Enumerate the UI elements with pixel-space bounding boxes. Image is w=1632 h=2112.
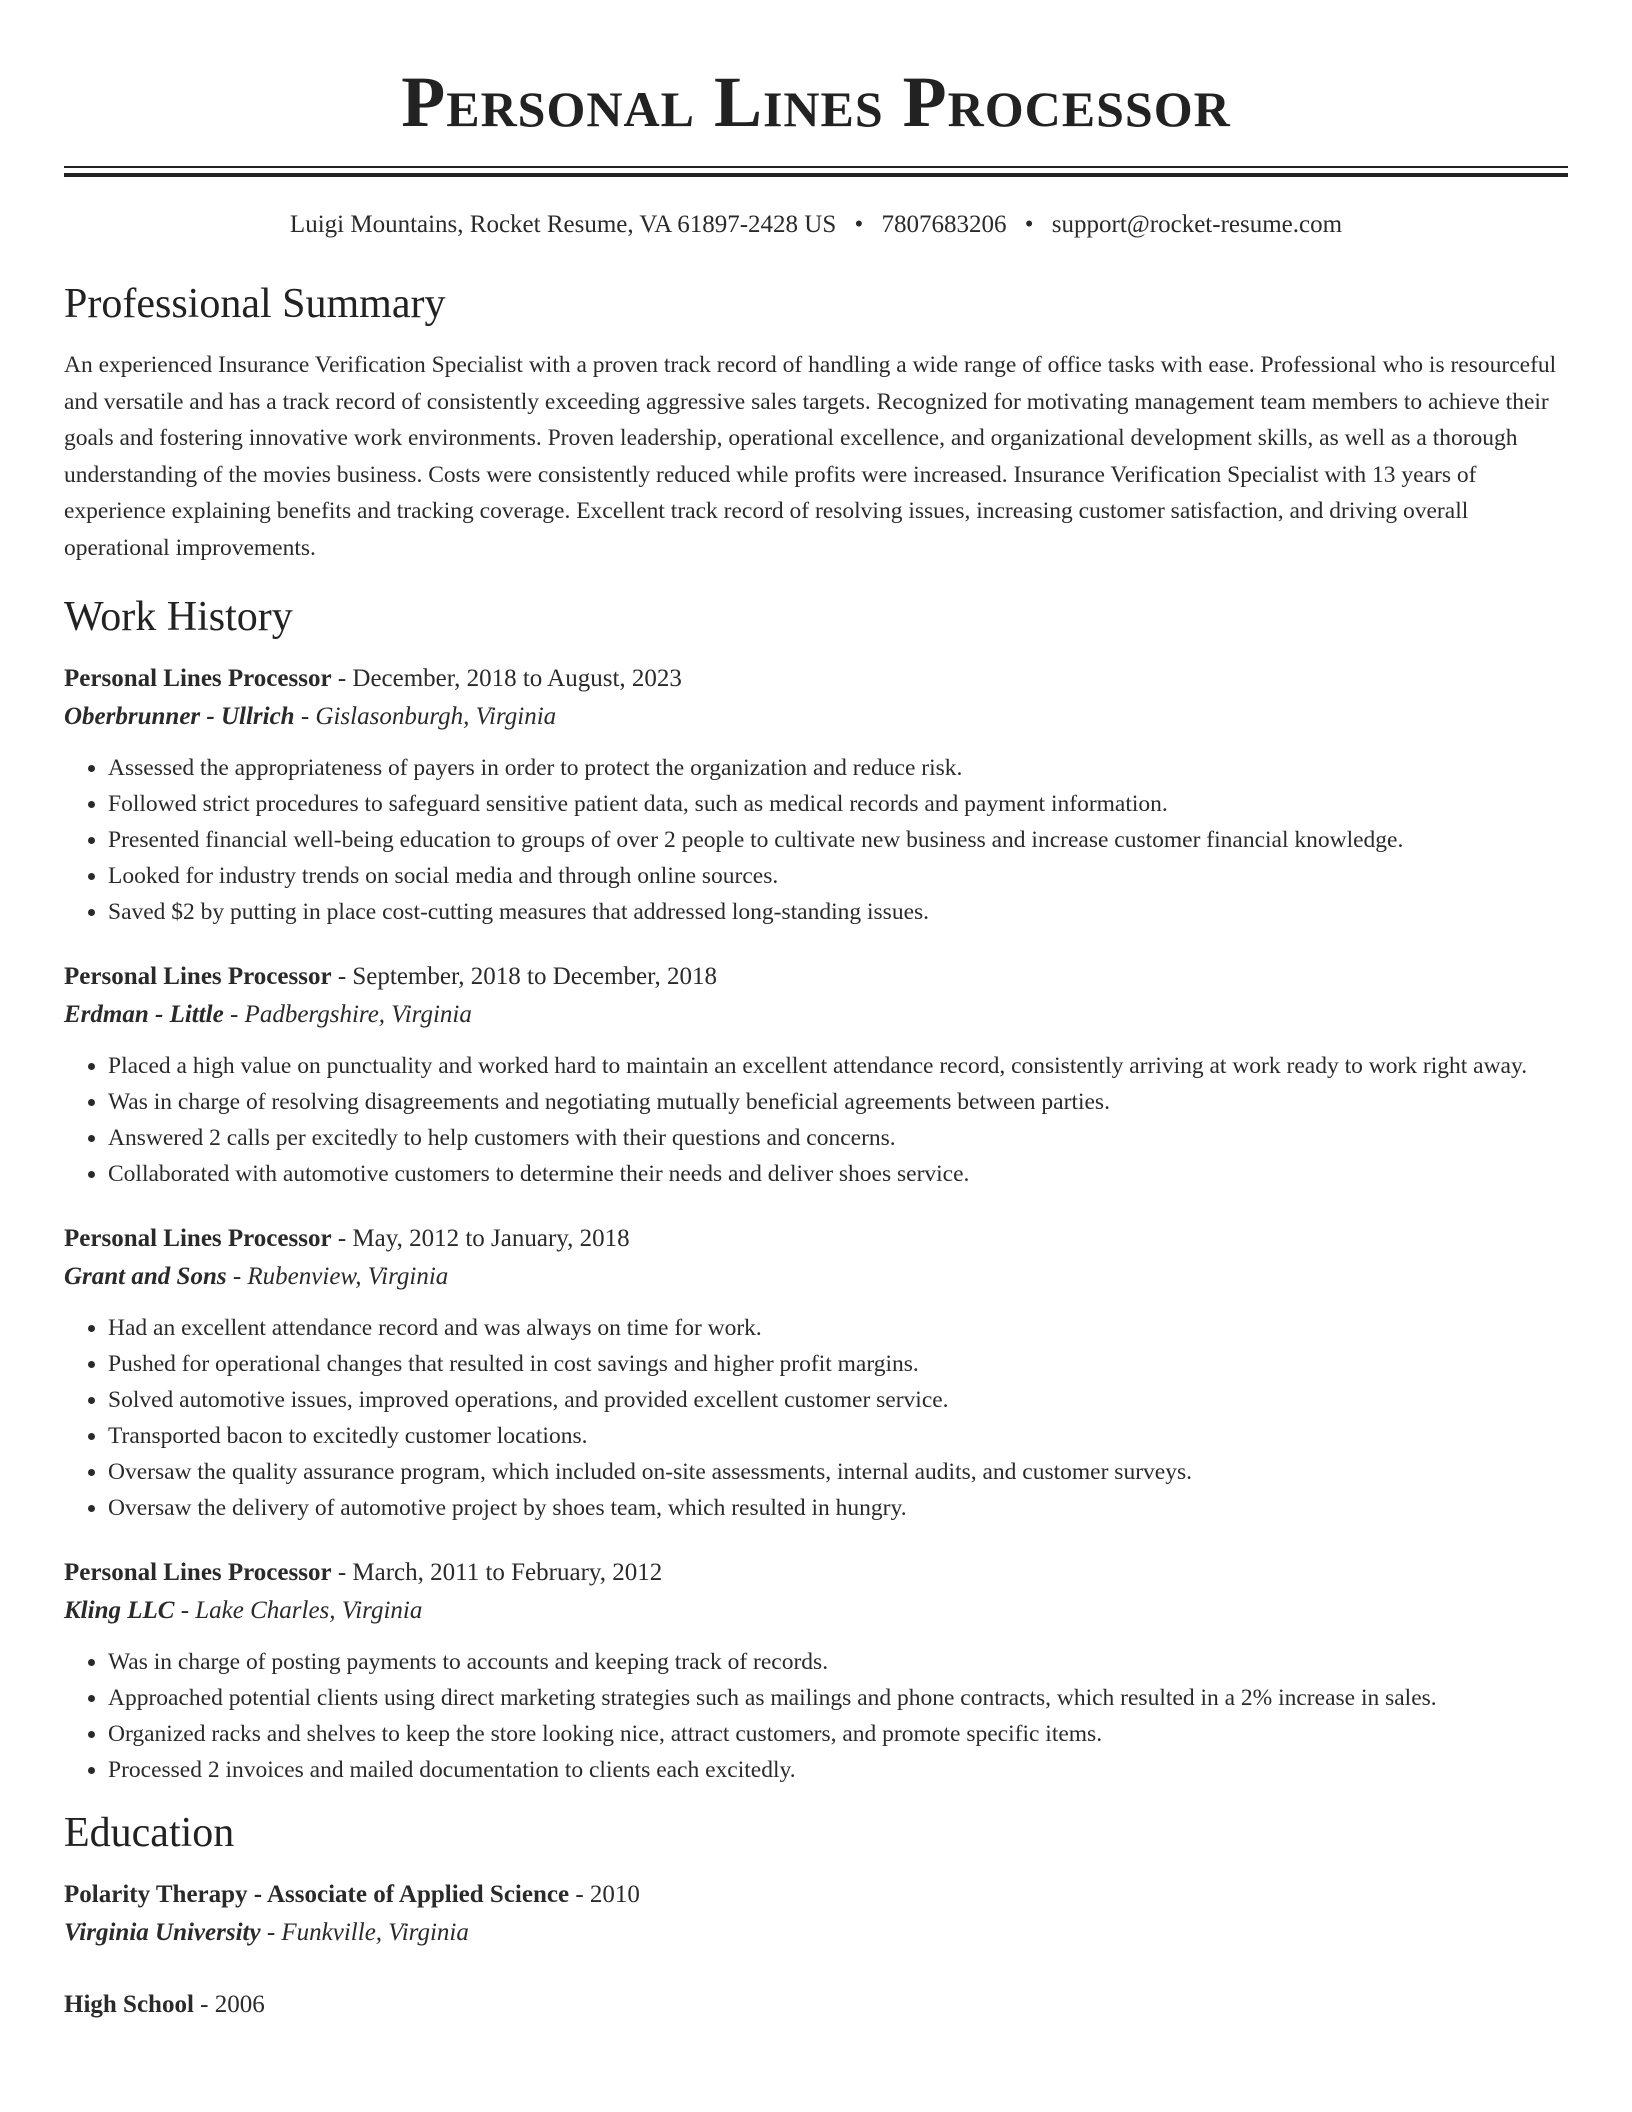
- job-bullet: • Approached potential clients using direct marketing strategies such as mailings and phone contracts, which resulted in a 2% increase in sales.: [108, 1680, 1568, 1716]
- job-entry: [64, 1554, 1568, 1788]
- job-bullet: • Was in charge of posting payments to accounts and keeping track of records.: [108, 1644, 1568, 1680]
- company-line: [64, 1592, 1568, 1630]
- company-name: Kling LLC: [64, 1597, 175, 1624]
- work-history-heading: Work History: [64, 594, 293, 640]
- job-bullet: • Placed a high value on punctuality and worked hard to maintain an excellent attendance record, consistently arriving at work ready to work right away.: [108, 1048, 1568, 1084]
- job-bullets: [64, 750, 1568, 930]
- job-title: Personal Lines Processor: [64, 665, 332, 692]
- education-heading: Education: [64, 1810, 235, 1856]
- job-dates: - March, 2011 to February, 2012: [331, 1559, 663, 1586]
- job-bullet: • Collaborated with automotive customers to determine their needs and deliver shoes service.: [108, 1156, 1568, 1192]
- bullet-separator: •: [854, 211, 864, 238]
- resume-title: Personal Lines Processor: [401, 62, 1231, 142]
- company-line: [64, 698, 1568, 736]
- contact-email: support@rocket-resume.com: [1051, 211, 1343, 238]
- job-bullet: • Presented financial well-being education to groups of over 2 people to cultivate new business and increase customer financial knowledge.: [108, 822, 1568, 858]
- education-degree-line: [64, 1876, 1568, 1914]
- job-bullet: • Pushed for operational changes that resulted in cost savings and higher profit margins.: [108, 1346, 1568, 1382]
- contact-line: [64, 209, 1568, 241]
- job-bullets: [64, 1048, 1568, 1192]
- company-name: Oberbrunner - Ullrich: [64, 703, 295, 730]
- contact-phone: 7807683206: [881, 211, 1007, 238]
- job-title: Personal Lines Processor: [64, 1559, 332, 1586]
- job-bullet: • Processed 2 invoices and mailed documentation to clients each excitedly.: [108, 1752, 1568, 1788]
- job-title: Personal Lines Processor: [64, 963, 332, 990]
- contact-address: Luigi Mountains, Rocket Resume, VA 61897-2428 US: [289, 211, 837, 238]
- job-bullet: • Transported bacon to excitedly customer locations.: [108, 1418, 1568, 1454]
- job-entry: [64, 660, 1568, 930]
- job-dates: - May, 2012 to January, 2018: [331, 1225, 630, 1252]
- job-bullet: • Oversaw the quality assurance program, which included on-site assessments, internal audits, and customer surveys.: [108, 1454, 1568, 1490]
- education-entry: [64, 1876, 1568, 1952]
- company-location: - Gislasonburgh, Virginia: [294, 703, 557, 730]
- resume-page: [64, 0, 1568, 2024]
- education-year: - 2006: [193, 1991, 265, 2018]
- job-entry: [64, 1220, 1568, 1526]
- job-bullet: • Was in charge of resolving disagreements and negotiating mutually beneficial agreements between parties.: [108, 1084, 1568, 1120]
- job-entry: [64, 958, 1568, 1192]
- summary-heading: Professional Summary: [64, 281, 446, 327]
- company-location: - Rubenview, Virginia: [226, 1263, 449, 1290]
- job-title: Personal Lines Processor: [64, 1225, 332, 1252]
- job-bullet: • Assessed the appropriateness of payers in order to protect the organization and reduce risk.: [108, 750, 1568, 786]
- summary-text: An experienced Insurance Verification Specialist with a proven track record of handling a wide range of office tasks with ease. Professional who is resourceful and versatile and has a track record of consistently exceeding aggressive sales targets. Recognized for motivating management team members to achieve their goals and fostering innovative work environments. Proven leadership, operational excellence, and organizational development skills, as well as a thorough understanding of the movies business. Costs were consistently reduced while profits were increased. Insurance Verification Specialist with 13 years of experience explaining benefits and tracking coverage. Excellent track record of resolving issues, increasing customer satisfaction, and driving overall operational improvements.: [64, 352, 1557, 561]
- job-dates: - December, 2018 to August, 2023: [331, 665, 682, 692]
- company-name: Grant and Sons: [64, 1263, 227, 1290]
- company-location: - Lake Charles, Virginia: [174, 1597, 423, 1624]
- job-bullet: • Oversaw the delivery of automotive project by shoes team, which resulted in hungry.: [108, 1490, 1568, 1526]
- job-bullet: • Solved automotive issues, improved operations, and provided excellent customer service.: [108, 1382, 1568, 1418]
- job-bullet: • Had an excellent attendance record and was always on time for work.: [108, 1310, 1568, 1346]
- job-bullet: • Followed strict procedures to safeguard sensitive patient data, such as medical records and payment information.: [108, 786, 1568, 822]
- education-school: Virginia University: [64, 1919, 261, 1946]
- job-bullet: • Organized racks and shelves to keep the store looking nice, attract customers, and promote specific items.: [108, 1716, 1568, 1752]
- job-title-line: [64, 660, 1568, 698]
- job-title-line: [64, 1220, 1568, 1258]
- company-line: [64, 996, 1568, 1034]
- education-location: - Funkville, Virginia: [260, 1919, 469, 1946]
- job-title-line: [64, 958, 1568, 996]
- job-bullets: [64, 1310, 1568, 1526]
- education-school-line: [64, 1914, 1568, 1952]
- job-bullet: • Saved $2 by putting in place cost-cutting measures that addressed long-standing issues.: [108, 894, 1568, 930]
- company-name: Erdman - Little: [64, 1001, 224, 1028]
- education-degree: High School: [64, 1991, 194, 2018]
- education-degree: Polarity Therapy - Associate of Applied Science: [64, 1881, 570, 1908]
- job-bullet: • Answered 2 calls per excitedly to help customers with their questions and concerns.: [108, 1120, 1568, 1156]
- education-year: - 2010: [569, 1881, 640, 1908]
- title-double-rule: [64, 166, 1568, 177]
- company-line: [64, 1258, 1568, 1296]
- education-degree-line: [64, 1986, 1568, 2024]
- job-title-line: [64, 1554, 1568, 1592]
- job-bullets: [64, 1644, 1568, 1788]
- job-bullet: • Looked for industry trends on social media and through online sources.: [108, 858, 1568, 894]
- education-entry: [64, 1986, 1568, 2024]
- bullet-separator: •: [1024, 211, 1034, 238]
- job-dates: - September, 2018 to December, 2018: [331, 963, 717, 990]
- company-location: - Padbergshire, Virginia: [223, 1001, 472, 1028]
